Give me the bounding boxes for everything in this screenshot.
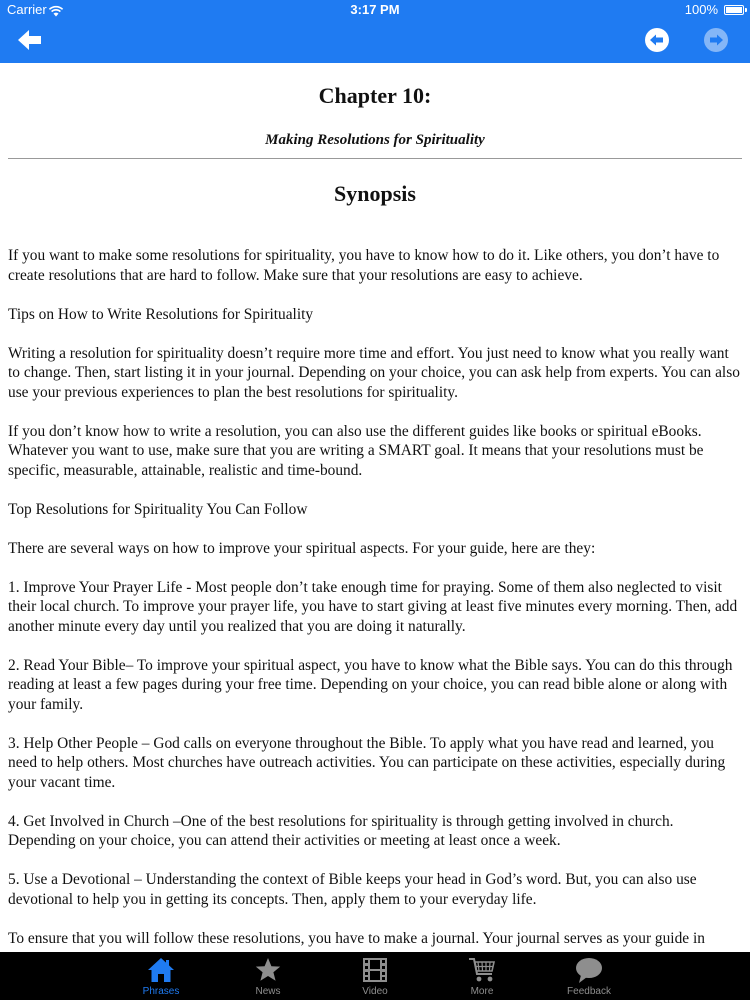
paragraph: There are several ways on how to improve your spiritual aspects. For your guide, here are they: (8, 539, 596, 557)
tab-label: Feedback (567, 986, 611, 997)
paragraph: 4. Get Involved in Church –One of the best resolutions for spirituality is through getting involved in church. Depending on your choice, you can attend their activities or meeting at least once a week. (8, 812, 674, 849)
chapter-subtitle: Making Resolutions for Spirituality (265, 132, 485, 148)
tab-more[interactable] (429, 952, 536, 1000)
back-arrow-icon[interactable] (16, 27, 44, 53)
tab-video[interactable] (322, 952, 429, 1000)
tab-label: More (470, 986, 494, 997)
paragraph: If you don’t know how to write a resolution, you can also use the different guides like books or spiritual eBooks. Whatever you want to use, make sure that you are writing a SMART goal. It means that your resolutions must be specific, measurable, attainable, realistic and time-bound. (8, 422, 704, 479)
circle-arrow-left-icon[interactable] (644, 27, 670, 53)
carrier-label: Carrier (7, 2, 47, 17)
tab-label: Phrases (142, 986, 180, 997)
tab-feedback[interactable] (536, 952, 643, 1000)
speech-bubble-icon (536, 956, 643, 984)
paragraph: 1. Improve Your Prayer Life - Most people don’t take enough time for praying. Some of them also neglected to visit their local church. To improve your prayer life, you have to start giving at least five minutes every morning. Then, add another minute every day until you realized that you are doing it naturally. (8, 578, 738, 635)
divider (8, 158, 742, 159)
section-heading: Synopsis (334, 181, 416, 206)
paragraph: 3. Help Other People – God calls on everyone throughout the Bible. To apply what you have read and learned, you need to help others. Most churches have outreach activities. You can participate on these activities, especially during your vacant time. (8, 734, 726, 791)
status-bar (0, 0, 750, 20)
paragraph: Writing a resolution for spirituality doesn’t require more time and effort. You just need to know what you really want to change. Then, start listing it in your journal. Depending on your choice, you can ask help from experts. You can also use your previous experiences to plan the best resolutions for spirituality. (8, 344, 740, 401)
article-content[interactable] (0, 63, 750, 952)
battery-icon (724, 5, 744, 15)
paragraph: To ensure that you will follow these resolutions, you have to make a journal. Your journal serves as your guide in (8, 929, 705, 947)
article-body (8, 246, 744, 952)
circle-arrow-right-icon[interactable] (703, 27, 729, 53)
chapter-title: Chapter 10: (318, 83, 432, 108)
clock: 3:17 PM (350, 2, 400, 17)
tab-news[interactable] (215, 952, 322, 1000)
tab-bar (0, 952, 750, 1000)
cart-icon (429, 956, 536, 984)
paragraph: 5. Use a Devotional – Understanding the context of Bible keeps your head in God’s word. But, you can also use devotional to help you in getting its concepts. Then, apply them to your everyday life. (8, 871, 697, 908)
paragraph: Tips on How to Write Resolutions for Spirituality (8, 305, 314, 323)
tab-label: News (255, 986, 281, 997)
top-bar (0, 0, 750, 63)
film-icon (322, 956, 429, 984)
star-icon (215, 956, 322, 984)
house-icon (108, 956, 215, 984)
battery-percent: 100% (684, 2, 718, 17)
paragraph: Top Resolutions for Spirituality You Can Follow (8, 500, 308, 518)
paragraph: If you want to make some resolutions for spirituality, you have to know how to do it. Like others, you don’t have to create resolutions that are hard to follow. Make sure that your resolutions are easy to achieve. (8, 247, 720, 284)
paragraph: 2. Read Your Bible– To improve your spiritual aspect, you have to know what the Bible says. You can do this through reading at least a few pages during your free time. Depending on your choice, you can read bible alone or along with your family. (8, 656, 733, 713)
tab-phrases[interactable] (108, 952, 215, 1000)
tab-label: Video (362, 986, 388, 997)
